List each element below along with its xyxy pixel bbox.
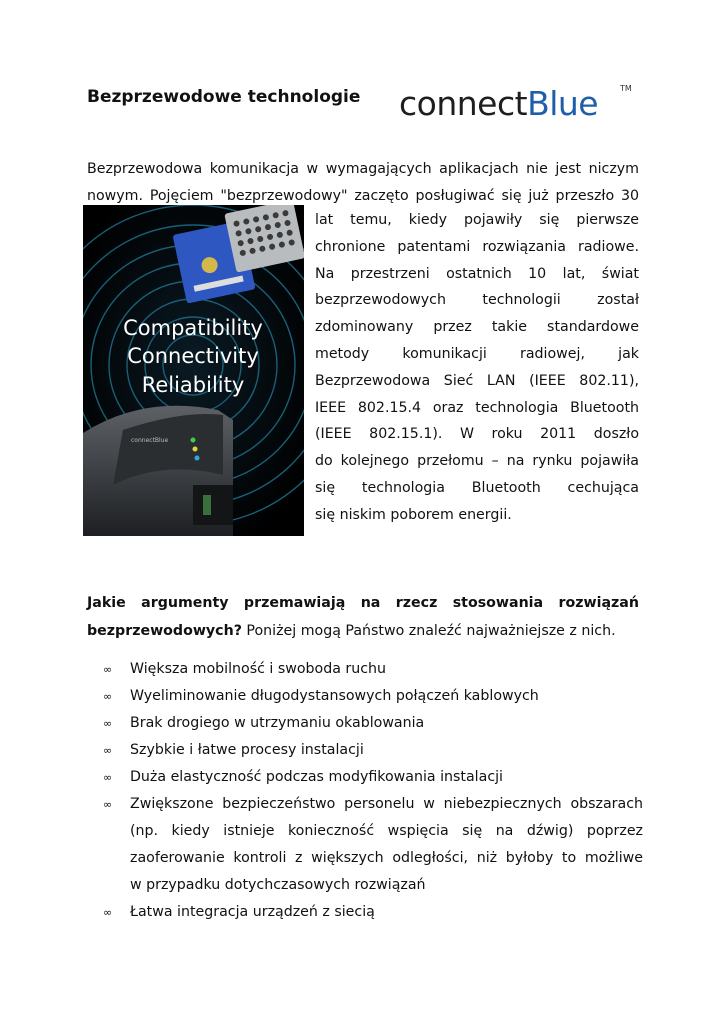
svg-text:Compatibility: Compatibility xyxy=(123,316,263,340)
list-item-text: w przypadku dotychczasowych rozwiązań xyxy=(130,877,426,893)
page-title: Bezprzewodowe technologie xyxy=(87,87,361,107)
side-line: bezprzewodowych technologii został xyxy=(315,292,639,309)
infinity-bullet-icon: ∞ xyxy=(103,906,113,919)
list-item-text: Duża elastyczność podczas modyfikowania instalacji xyxy=(130,769,504,785)
question-heading: Jakie argumenty przemawiają na rzecz stosowania rozwiązań xyxy=(87,595,639,611)
infinity-bullet-icon: ∞ xyxy=(103,798,113,811)
list-item xyxy=(103,710,643,737)
side-line: się niskim poborem energii. xyxy=(315,506,512,523)
side-line: lat temu, kiedy pojawiły się pierwsze xyxy=(315,212,639,228)
intro-line: nowym. Pojęciem "bezprzewodowy" zaczęto posługiwać się już przeszło 30 xyxy=(87,187,639,204)
list-item xyxy=(103,737,643,764)
list-item-text: zaoferowanie kontroli z większych odległości, niż byłoby to możliwe xyxy=(130,850,643,866)
list-item-text: Łatwa integracja urządzeń z siecią xyxy=(130,904,375,920)
svg-text:Connectivity: Connectivity xyxy=(127,344,259,368)
side-paragraph xyxy=(315,207,639,529)
svg-text:Reliability: Reliability xyxy=(141,373,245,397)
intro-paragraph xyxy=(87,156,639,210)
question-intro: Poniżej mogą Państwo znaleźć najważniejsze z nich. xyxy=(241,623,616,639)
list-item-text: Wyeliminowanie długodystansowych połączeń kablowych xyxy=(130,688,539,704)
question-heading-end: bezprzewodowych? xyxy=(87,623,242,639)
infinity-bullet-icon: ∞ xyxy=(103,717,113,730)
side-line: (IEEE 802.15.1). W roku 2011 doszło xyxy=(315,426,639,443)
side-line: IEEE 802.15.4 oraz technologia Bluetooth xyxy=(315,399,639,416)
list-item xyxy=(103,764,643,791)
infinity-bullet-icon: ∞ xyxy=(103,771,113,784)
side-line: metody komunikacji radiowej, jak xyxy=(315,345,639,362)
question-line xyxy=(87,617,639,645)
svg-text:connectBlue: connectBlue xyxy=(399,84,599,123)
question-paragraph xyxy=(87,589,639,645)
list-item xyxy=(103,656,643,683)
list-item-text: Zwiększone bezpieczeństwo personelu w niebezpiecznych obszarach xyxy=(130,796,643,812)
list-item xyxy=(103,899,643,926)
list-item-text: Szybkie i łatwe procesy instalacji xyxy=(130,742,364,758)
connectblue-logo xyxy=(397,77,637,125)
side-line: się technologia Bluetooth cechująca xyxy=(315,479,639,496)
infinity-bullet-icon: ∞ xyxy=(103,690,113,703)
list-item-text: Większa mobilność i swoboda ruchu xyxy=(130,661,387,677)
infinity-bullet-icon: ∞ xyxy=(103,744,113,757)
side-line: Na przestrzeni ostatnich 10 lat, świat xyxy=(315,265,639,282)
list-item-text: (np. kiedy istnieje konieczność wspięcia się na dźwig) poprzez xyxy=(130,823,643,839)
side-line: Bezprzewodowa Sieć LAN (IEEE 802.11), xyxy=(315,372,639,389)
infinity-bullet-icon: ∞ xyxy=(103,663,113,676)
svg-text:TM: TM xyxy=(620,84,632,93)
side-line: chronione patentami rozwiązania radiowe. xyxy=(315,238,639,255)
side-line: zdominowany przez takie standardowe xyxy=(315,319,639,336)
side-line: do kolejnego przełomu – na rynku pojawiła xyxy=(315,453,639,470)
list-item xyxy=(103,683,643,710)
product-photo xyxy=(83,205,304,536)
list-item xyxy=(103,791,643,899)
svg-text:connectBlue: connectBlue xyxy=(131,437,169,444)
list-item-text: Brak drogiego w utrzymaniu okablowania xyxy=(130,715,425,731)
intro-line: Bezprzewodowa komunikacja w wymagających aplikacjach nie jest niczym xyxy=(87,161,639,177)
benefits-list xyxy=(103,656,643,926)
